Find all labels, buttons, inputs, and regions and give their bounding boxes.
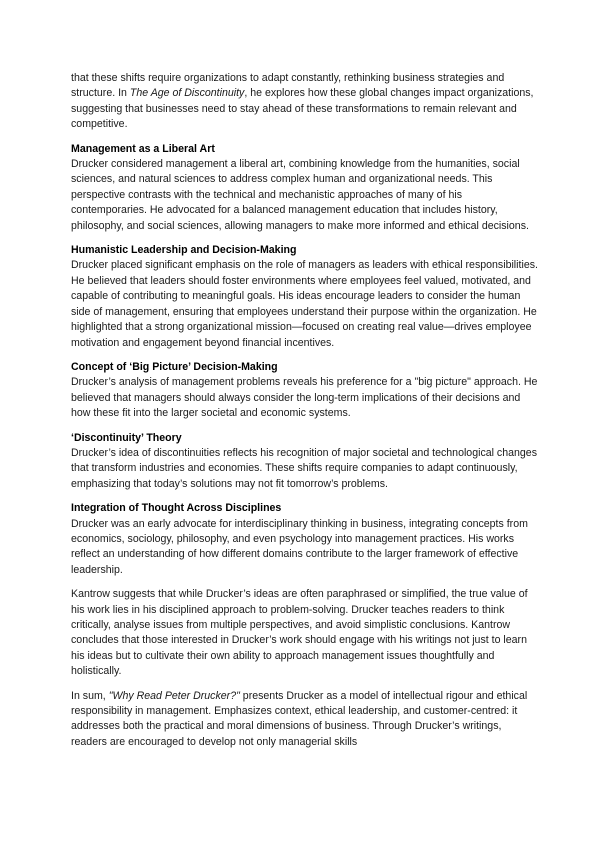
summary-text-start: In sum, bbox=[71, 689, 109, 702]
section-heading: Concept of ‘Big Picture’ Decision-Making bbox=[71, 360, 278, 373]
section-integration-of-thought bbox=[71, 501, 540, 578]
section-discontinuity-theory bbox=[71, 431, 540, 493]
section-humanistic-leadership bbox=[71, 243, 540, 351]
intro-text-start: that these shifts require organizations to adapt constantly, rethinking business strategies and structure. In bbox=[71, 72, 505, 100]
section-heading: Integration of Thought Across Disciplines bbox=[71, 502, 282, 515]
section-body: Drucker’s analysis of management problems reveals his preference for a "big picture" approach. He believed that managers should always consider the long-term implications of their decisions and how these fit into the larger societal and economic systems. bbox=[71, 376, 538, 420]
section-heading: Humanistic Leadership and Decision-Making bbox=[71, 244, 297, 257]
section-big-picture bbox=[71, 360, 540, 422]
summary-paragraph bbox=[71, 689, 540, 751]
section-heading: ‘Discontinuity’ Theory bbox=[71, 431, 182, 444]
section-body: Drucker was an early advocate for interdisciplinary thinking in business, integrating concepts from economics, sociology, philosophy, and even psychology into management practices. His works reflect an understanding of how different domains contribute to the larger framework of effective leadership. bbox=[71, 517, 528, 576]
article-title-why-read-drucker: "Why Read Peter Drucker?" bbox=[108, 689, 240, 702]
section-management-liberal-art bbox=[71, 142, 540, 234]
section-body: Drucker placed significant emphasis on the role of managers as leaders with ethical responsibilities. He believed that leaders should foster environments where employees feel valued, motivated, and capable of contributing to meaningful goals. His ideas encourage leaders to consider the human side of management, ensuring that employees understand their purpose within the organization. He highlighted that a strong organizational mission—focused on creating real value—drives employee motivation and engagement beyond financial incentives. bbox=[71, 259, 538, 349]
intro-text-end: , he explores how these global changes impact organizations, suggesting that businesses need to stay ahead of these transformations to remain relevant and competitive. bbox=[71, 87, 534, 131]
summary-text-end: presents Drucker as a model of intellectual rigour and ethical responsibility in management. Emphasizes context, ethical leadership, and customer-centred: it addresses both the practical and moral dimensions of business. Through Drucker’s writings, readers are encouraged to develop not only managerial skills bbox=[71, 689, 528, 748]
section-heading: Management as a Liberal Art bbox=[71, 142, 215, 155]
book-title-age-of-discontinuity: The Age of Discontinuity bbox=[129, 87, 245, 100]
section-body: Drucker’s idea of discontinuities reflects his recognition of major societal and technological changes that transform industries and economies. These shifts require companies to adapt continuously, emphasizing that today’s solutions may not fit tomorrow’s problems. bbox=[71, 446, 537, 490]
kantrow-paragraph: Kantrow suggests that while Drucker’s ideas are often paraphrased or simplified, the true value of his work lies in his disciplined approach to problem-solving. Drucker teaches readers to think critically, analyse issues from multiple perspectives, and avoid simplistic conclusions. Kantrow concludes that those interested in Drucker’s work should engage with his writings not just to learn his ideas but to cultivate their own ability to approach management issues thoughtfully and holistically. bbox=[71, 588, 528, 678]
intro-paragraph bbox=[71, 71, 540, 133]
section-body: Drucker considered management a liberal art, combining knowledge from the humanities, social sciences, and natural sciences to address complex human and organizational needs. This perspective contrasts with the technical and mechanistic approaches of many of his contemporaries. He advocated for a balanced management education that includes history, philosophy, and social sciences, allowing managers to make more informed and ethical decisions. bbox=[71, 158, 529, 232]
